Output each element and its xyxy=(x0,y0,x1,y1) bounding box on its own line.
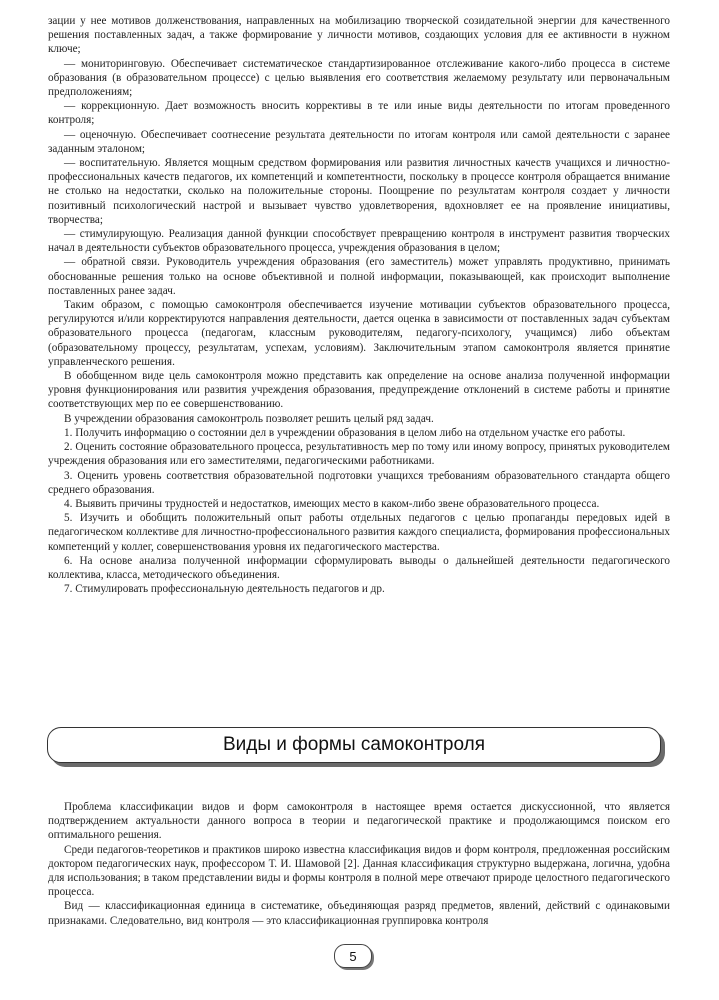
paragraph: В учреждении образования самоконтроль позволяет решить целый ряд задач. xyxy=(64,412,434,425)
paragraph: Проблема классификации видов и форм самоконтроля в настоящее время остается дискуссионной, что является подтверждением актуальности данного вопроса в теории и педагогической практике и продолжающимся поиском его оптимального решения. xyxy=(48,801,670,842)
paragraph: — оценочную. Обеспечивает соотнесение результата деятельности по итогам контроля или самой деятельности с заранее заданным эталоном; xyxy=(48,128,670,155)
list-item: 5. Изучить и обобщить положительный опыт работы отдельных педагогов с целью пропаганды передовых идей в педагогическом коллективе для личностно-профессионального развития каждого специалиста, формирования профессиональных компетенций у коллег, совершенствования уровня их педагогического мастерства. xyxy=(48,512,670,553)
paragraph: — стимулирующую. Реализация данной функции способствует превращению контроля в инструмент развития творческих начал в деятельности субъектов образовательного процесса, учреждения образования в целом; xyxy=(48,228,670,255)
paragraph: Таким образом, с помощью самоконтроля обеспечивается изучение мотивации субъектов образовательного процесса, регулируются и/или корректируются направления деятельности, дается оценка в зависимости от поставленных задач субъектам образовательного процесса (педагогам, классным руководителям, педагогу-психологу, учащимся) либо объектам (образовательному процессу, результатам, успехам, условиям). Заключительным этапом самоконтроля является принятие управленческого решения. xyxy=(48,299,670,368)
paragraph: Среди педагогов-теоретиков и практиков широко известна классификация видов и форм контроля, предложенная российским доктором педагогических наук, профессором Т. И. Шамовой [2]. Данная классификация структурно выдержана, логична, удобна для использования; в таком представлении виды и формы контроля в полной мере отвечают природе целостного педагогического процесса. xyxy=(48,843,670,899)
list-item: 6. На основе анализа полученной информации сформулировать выводы о дальнейшей деятельности педагогического коллектива, класса, методического объединения. xyxy=(48,554,670,581)
page-number: 5 xyxy=(334,944,372,968)
list-item: 1. Получить информацию о состоянии дел в учреждении образования в целом либо на отдельном участке его работы. xyxy=(64,426,626,439)
paragraph: В обобщенном виде цель самоконтроля можно представить как определение на основе анализа полученной информации уровня функционирования или развития учреждения образования, предупреждение отклонений в системе работы и принятие соответствующих мер по ее совершенствованию. xyxy=(48,370,670,411)
body-text-bottom xyxy=(48,800,670,928)
list-item: 2. Оценить состояние образовательного процесса, результативность мер по тому или иному вопросу, принятых руководителем учреждения образования или его заместителями, педагогическими работниками. xyxy=(48,441,670,468)
list-item: 4. Выявить причины трудностей и недостатков, имеющих место в каком-либо звене образовательного процесса. xyxy=(64,497,600,510)
paragraph: — обратной связи. Руководитель учреждения образования (его заместитель) может управлять продуктивно, принимать обоснованные решения только на основе объективной и полной информации, показывающей, как происходит выполнение поставленных ранее задач. xyxy=(48,256,670,297)
paragraph: Вид — классификационная единица в систематике, объединяющая разряд предметов, явлений, действий с одинаковыми признаками. Следовательно, вид контроля — это классификационная группировка контроля xyxy=(48,900,670,927)
paragraph: — мониторинговую. Обеспечивает систематическое стандартизированное отслеживание какого-либо процесса в системе образования (в образовательном процессе) с целью выявления его соответствия желаемому результату или первоначальным предположениям; xyxy=(48,57,670,99)
section-heading-frame xyxy=(47,727,667,771)
paragraph: — воспитательную. Является мощным средством формирования или развития личностных качеств учащихся и личностно-профессиональных качеств педагогов, их компетенций и компетентности, поскольку в процессе контроля обращается внимание не столько на недостатки, сколько на положительные стороны. Поощрение по результатам контроля создает у личности позитивный психологический настрой и вызывает чувство удовлетворения, вдохновляет ее на проявление инициативы, творчества; xyxy=(48,157,670,226)
list-item: 7. Стимулировать профессиональную деятельность педагогов и др. xyxy=(64,583,385,596)
paragraph: зации у нее мотивов долженствования, направленных на мобилизацию творческой созидательной энергии для качественного решения поставленных задач, а также формирование у личности мотивов, создающих условия для ее активности в нужном ключе; xyxy=(48,15,670,56)
section-heading: Виды и формы самоконтроля xyxy=(222,734,486,755)
body-text-top xyxy=(48,14,670,596)
paragraph: — коррекционную. Дает возможность вносить коррективы в те или иные виды деятельности по итогам проведенного контроля; xyxy=(48,100,670,127)
list-item: 3. Оценить уровень соответствия образовательной подготовки учащихся требованиям образовательного стандарта общего среднего образования. xyxy=(48,469,670,496)
section-heading-box xyxy=(47,727,661,763)
